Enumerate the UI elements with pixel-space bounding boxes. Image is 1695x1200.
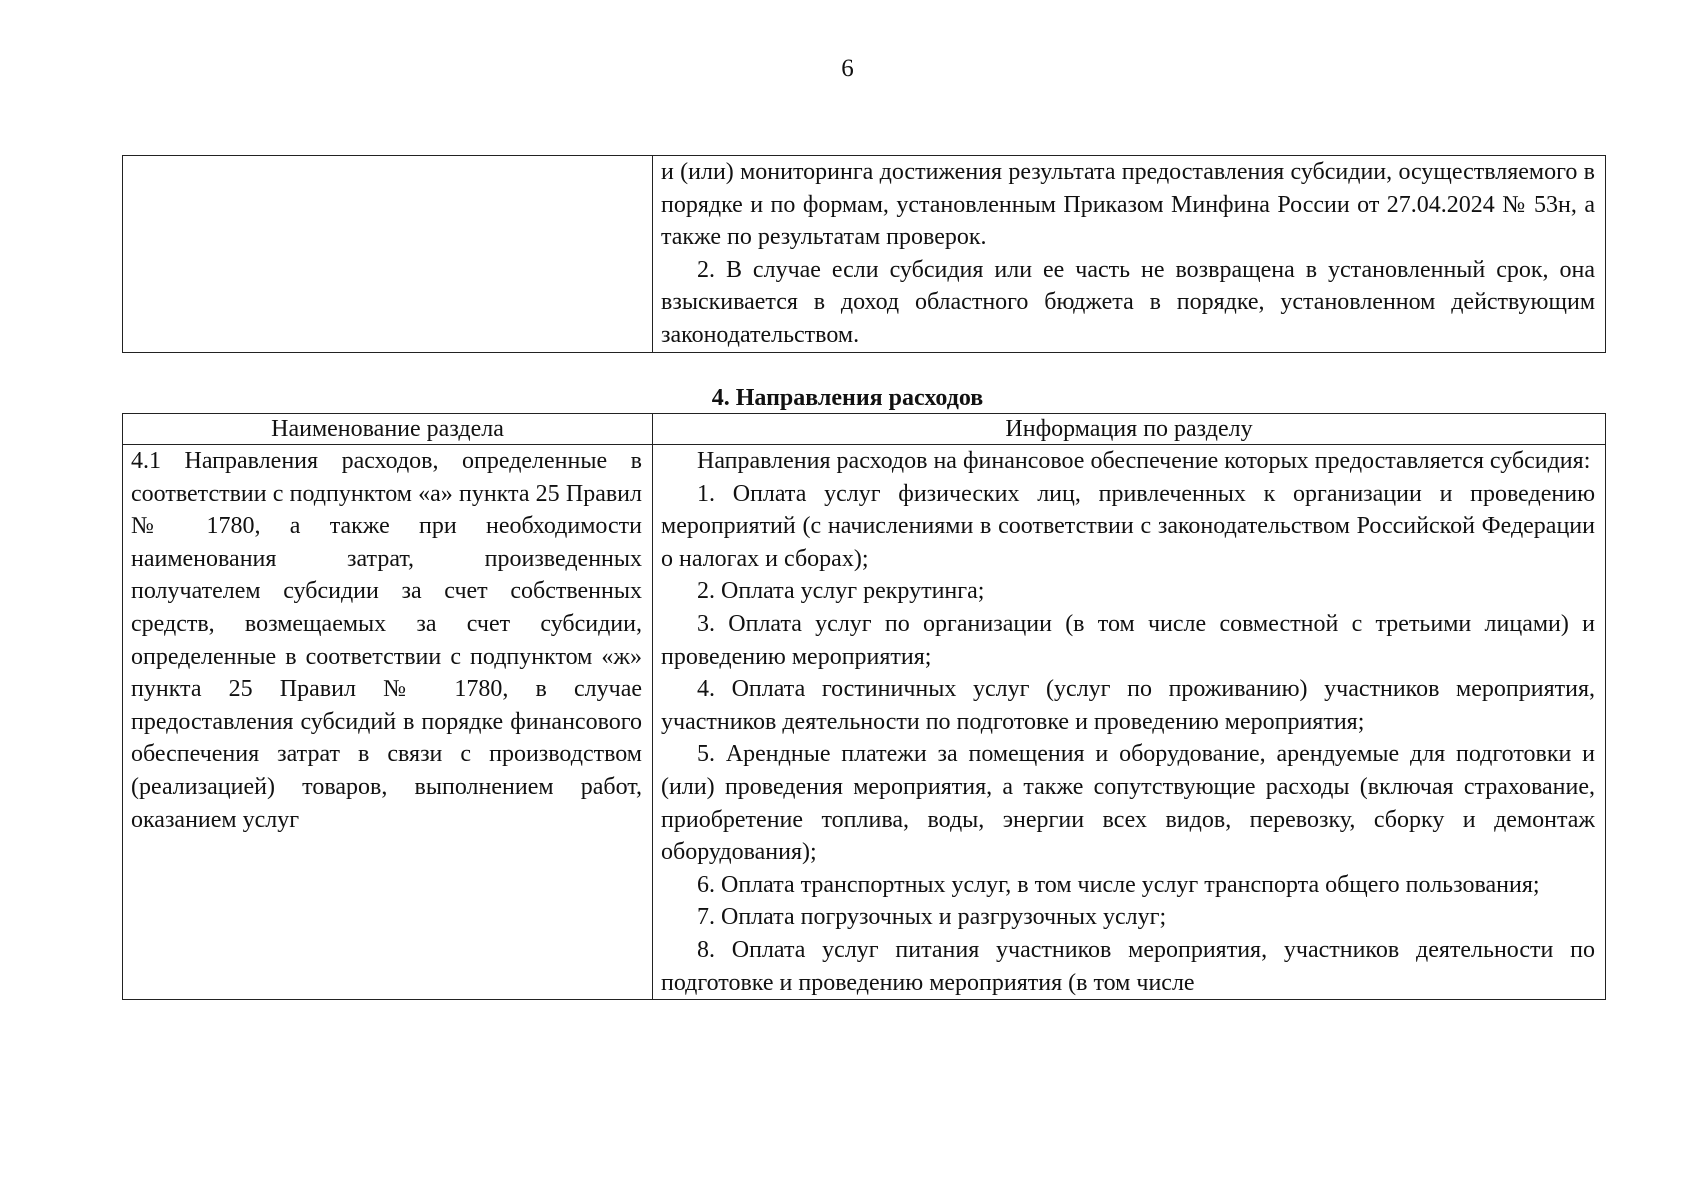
section-title: 4. Направления расходов — [711, 385, 984, 411]
section-info-cell — [653, 445, 1606, 1000]
info-paragraph: 4. Оплата гостиничных услуг (услуг по проживанию) участников мероприятия, участников деятельности по подготовке и проведению мероприятия; — [661, 676, 1595, 735]
table-row — [123, 445, 1606, 1000]
info-paragraph: Направления расходов на финансовое обеспечение которых предоставляется субсидия: — [697, 448, 1591, 474]
continuation-paragraph: и (или) мониторинга достижения результата предоставления субсидии, осуществляемого в порядке и по формам, установленным Приказом Минфина России от 27.04.2024 № 53н, а также по результатам проверок. — [661, 159, 1595, 251]
page-number: 6 — [841, 55, 854, 82]
expenses-table — [122, 413, 1606, 1000]
table-header-row — [123, 414, 1606, 445]
continuation-text-cell — [653, 156, 1606, 353]
info-paragraph: 7. Оплата погрузочных и разгрузочных услуг; — [697, 904, 1167, 931]
column-header: Наименование раздела — [123, 414, 653, 445]
column-header: Информация по разделу — [653, 414, 1606, 445]
section-name-text: 4.1 Направления расходов, определенные в соответствии с подпунктом «а» пункта 25 Правил № 1780, а также при необходимости наименования затрат, произведенных получателем субсидии за счет собственных средств, возмещаемых за счет субсидии, определенные в соответствии с подпунктом «ж» пункта 25 Правил № 1780, в случае предоставления субсидий в порядке финансового обеспечения затрат в связи с производством (реализацией) товаров, выполнением работ, оказанием услуг — [131, 448, 642, 833]
section-name-cell — [123, 445, 653, 1000]
empty-left-cell — [123, 156, 653, 353]
info-paragraph: 6. Оплата транспортных услуг, в том числе услуг транспорта общего пользования; — [697, 871, 1540, 898]
info-paragraph: 8. Оплата услуг питания участников мероприятия, участников деятельности по подготовке и проведению мероприятия (в том числе — [661, 936, 1595, 996]
info-paragraph: 1. Оплата услуг физических лиц, привлеченных к организации и проведению мероприятий (с начислениями в соответствии с законодательством Российской Федерации о налогах и сборах); — [661, 480, 1595, 572]
continuation-table — [122, 155, 1606, 353]
info-paragraph: 3. Оплата услуг по организации (в том числе совместной с третьими лицами) и проведению мероприятия; — [661, 610, 1595, 670]
info-paragraph: 5. Арендные платежи за помещения и оборудование, арендуемые для подготовки и (или) проведения мероприятия, а также сопутствующие расходы (включая страхование, приобретение топлива, воды, энергии всех видов, перевозку, сборку и демонтаж оборудования); — [661, 741, 1595, 866]
continuation-paragraph: 2. В случае если субсидия или ее часть не возвращена в установленный срок, она взыскивается в доход областного бюджета в порядке, установленном действующим законодательством. — [661, 256, 1595, 348]
info-paragraph: 2. Оплата услуг рекрутинга; — [697, 578, 985, 605]
